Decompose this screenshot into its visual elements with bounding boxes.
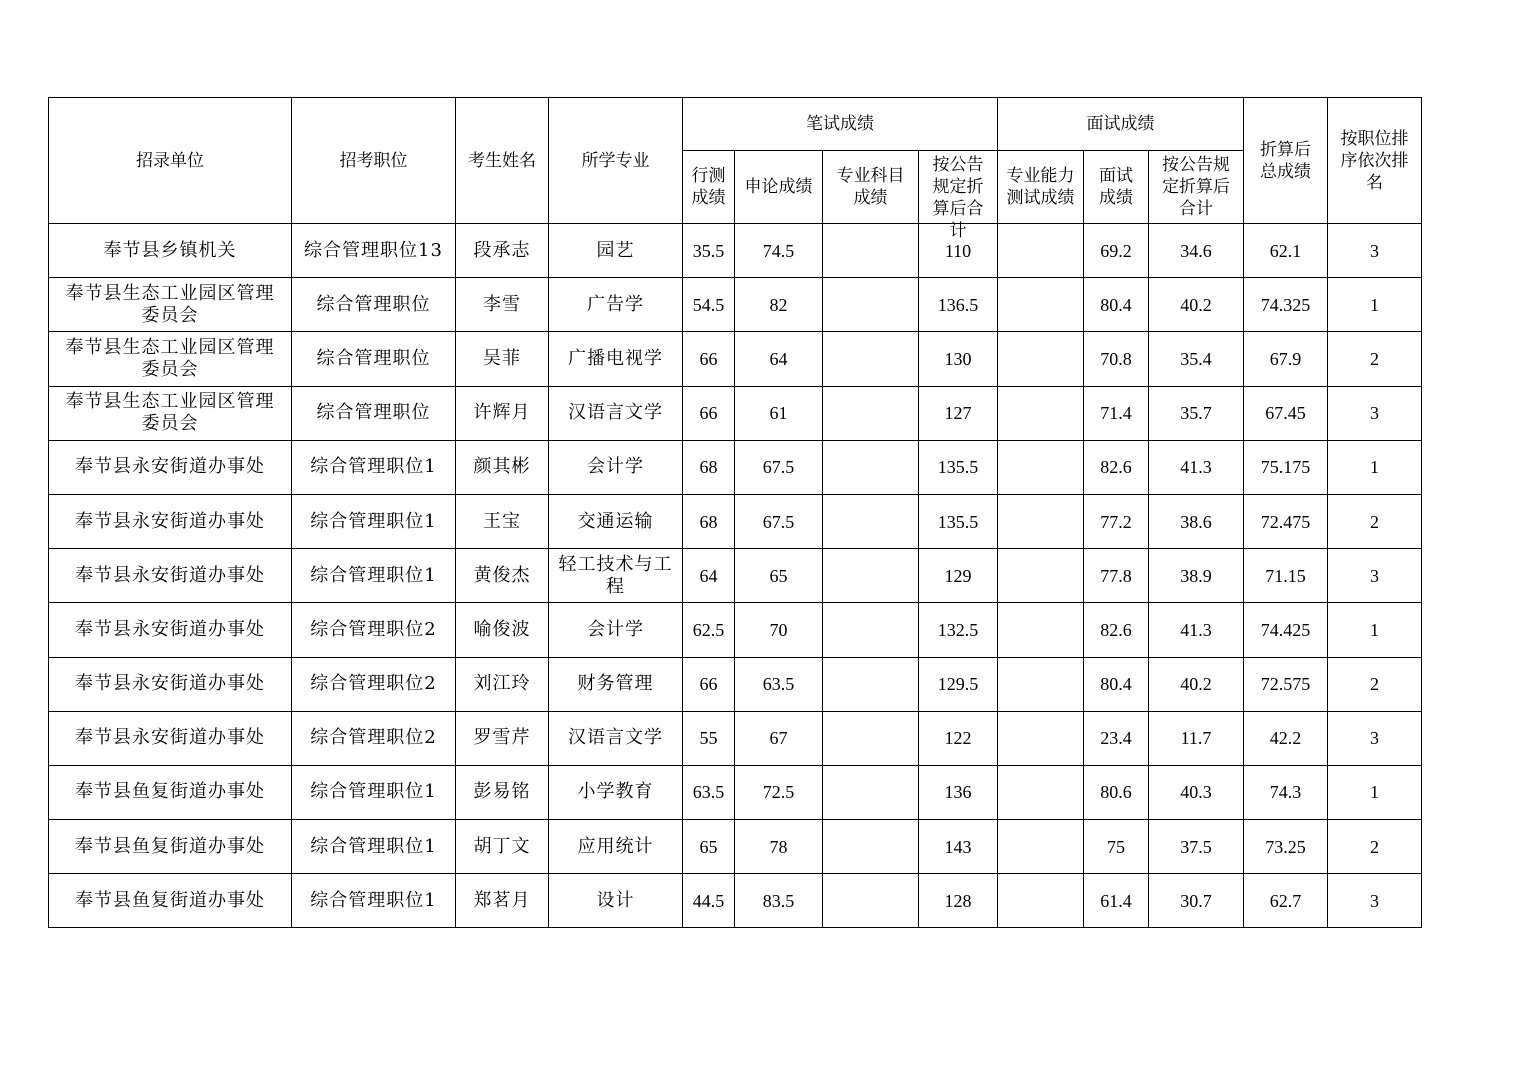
table-row xyxy=(49,711,1422,765)
professional-cell xyxy=(823,820,919,874)
header-xingce: 行测成绩 xyxy=(683,151,735,224)
interview-cell: 71.4 xyxy=(1084,386,1149,440)
total-cell: 74.425 xyxy=(1244,603,1328,657)
shenlun-cell: 70 xyxy=(735,603,823,657)
professional-cell xyxy=(823,440,919,494)
written-total-cell: 130 xyxy=(919,332,998,386)
interview-cell: 80.4 xyxy=(1084,278,1149,332)
ability-cell xyxy=(998,332,1084,386)
interview-total-cell: 40.2 xyxy=(1149,278,1244,332)
interview-total-cell: 34.6 xyxy=(1149,224,1244,278)
ability-cell xyxy=(998,603,1084,657)
position-cell: 综合管理职位2 xyxy=(292,711,456,765)
unit-cell: 奉节县永安街道办事处 xyxy=(49,711,292,765)
rank-cell: 1 xyxy=(1328,765,1422,819)
total-cell: 73.25 xyxy=(1244,820,1328,874)
table-row xyxy=(49,224,1422,278)
interview-total-cell: 38.9 xyxy=(1149,549,1244,603)
written-total-cell: 132.5 xyxy=(919,603,998,657)
unit-cell: 奉节县鱼复街道办事处 xyxy=(49,765,292,819)
name-cell: 段承志 xyxy=(456,224,549,278)
name-cell: 郑茗月 xyxy=(456,874,549,928)
header-name: 考生姓名 xyxy=(456,98,549,224)
major-cell: 广告学 xyxy=(549,278,683,332)
interview-cell: 80.6 xyxy=(1084,765,1149,819)
position-cell: 综合管理职位1 xyxy=(292,549,456,603)
unit-cell: 奉节县永安街道办事处 xyxy=(49,440,292,494)
interview-cell: 77.8 xyxy=(1084,549,1149,603)
ability-cell xyxy=(998,278,1084,332)
position-cell: 综合管理职位 xyxy=(292,386,456,440)
written-total-cell: 135.5 xyxy=(919,494,998,548)
rank-cell: 2 xyxy=(1328,332,1422,386)
interview-cell: 82.6 xyxy=(1084,440,1149,494)
unit-cell: 奉节县乡镇机关 xyxy=(49,224,292,278)
written-total-cell: 129 xyxy=(919,549,998,603)
interview-total-cell: 40.2 xyxy=(1149,657,1244,711)
interview-cell: 80.4 xyxy=(1084,657,1149,711)
header-ability-test: 专业能力测试成绩 xyxy=(998,151,1084,224)
table-body xyxy=(49,224,1422,928)
total-cell: 74.3 xyxy=(1244,765,1328,819)
xingce-cell: 63.5 xyxy=(683,765,735,819)
written-total-cell: 122 xyxy=(919,711,998,765)
position-cell: 综合管理职位1 xyxy=(292,494,456,548)
header-total: 折算后总成绩 xyxy=(1244,98,1328,224)
professional-cell xyxy=(823,494,919,548)
rank-cell: 3 xyxy=(1328,549,1422,603)
rank-cell: 3 xyxy=(1328,874,1422,928)
total-cell: 42.2 xyxy=(1244,711,1328,765)
position-cell: 综合管理职位 xyxy=(292,278,456,332)
ability-cell xyxy=(998,386,1084,440)
interview-total-cell: 30.7 xyxy=(1149,874,1244,928)
table-row xyxy=(49,494,1422,548)
name-cell: 吴菲 xyxy=(456,332,549,386)
interview-total-cell: 40.3 xyxy=(1149,765,1244,819)
professional-cell xyxy=(823,386,919,440)
major-cell: 汉语言文学 xyxy=(549,386,683,440)
name-cell: 颜其彬 xyxy=(456,440,549,494)
shenlun-cell: 83.5 xyxy=(735,874,823,928)
table-header xyxy=(49,98,1422,241)
shenlun-cell: 61 xyxy=(735,386,823,440)
shenlun-cell: 78 xyxy=(735,820,823,874)
professional-cell xyxy=(823,549,919,603)
table-row xyxy=(49,278,1422,332)
major-cell: 设计 xyxy=(549,874,683,928)
unit-cell: 奉节县永安街道办事处 xyxy=(49,603,292,657)
total-cell: 62.7 xyxy=(1244,874,1328,928)
total-cell: 62.1 xyxy=(1244,224,1328,278)
position-cell: 综合管理职位1 xyxy=(292,820,456,874)
rank-cell: 3 xyxy=(1328,386,1422,440)
shenlun-cell: 72.5 xyxy=(735,765,823,819)
xingce-cell: 68 xyxy=(683,440,735,494)
ability-cell xyxy=(998,765,1084,819)
table-row xyxy=(49,549,1422,603)
table-row xyxy=(49,603,1422,657)
header-written-group: 笔试成绩 xyxy=(683,98,998,151)
written-total-cell: 110 xyxy=(919,224,998,278)
table-row xyxy=(49,657,1422,711)
interview-cell: 75 xyxy=(1084,820,1149,874)
xingce-cell: 66 xyxy=(683,386,735,440)
unit-cell: 奉节县永安街道办事处 xyxy=(49,657,292,711)
interview-cell: 61.4 xyxy=(1084,874,1149,928)
written-total-cell: 128 xyxy=(919,874,998,928)
xingce-cell: 66 xyxy=(683,332,735,386)
total-cell: 72.575 xyxy=(1244,657,1328,711)
interview-cell: 23.4 xyxy=(1084,711,1149,765)
name-cell: 王宝 xyxy=(456,494,549,548)
xingce-cell: 64 xyxy=(683,549,735,603)
shenlun-cell: 74.5 xyxy=(735,224,823,278)
table-row xyxy=(49,820,1422,874)
shenlun-cell: 67.5 xyxy=(735,494,823,548)
interview-total-cell: 41.3 xyxy=(1149,440,1244,494)
major-cell: 广播电视学 xyxy=(549,332,683,386)
written-total-cell: 127 xyxy=(919,386,998,440)
shenlun-cell: 63.5 xyxy=(735,657,823,711)
major-cell: 小学教育 xyxy=(549,765,683,819)
total-cell: 72.475 xyxy=(1244,494,1328,548)
rank-cell: 3 xyxy=(1328,711,1422,765)
rank-cell: 3 xyxy=(1328,224,1422,278)
unit-cell: 奉节县鱼复街道办事处 xyxy=(49,874,292,928)
table-row xyxy=(49,765,1422,819)
table-row xyxy=(49,440,1422,494)
major-cell: 汉语言文学 xyxy=(549,711,683,765)
header-professional: 专业科目成绩 xyxy=(823,151,919,224)
unit-cell: 奉节县生态工业园区管理委员会 xyxy=(49,278,292,332)
interview-total-cell: 38.6 xyxy=(1149,494,1244,548)
interview-cell: 77.2 xyxy=(1084,494,1149,548)
total-cell: 67.45 xyxy=(1244,386,1328,440)
ability-cell xyxy=(998,494,1084,548)
shenlun-cell: 82 xyxy=(735,278,823,332)
xingce-cell: 55 xyxy=(683,711,735,765)
shenlun-cell: 64 xyxy=(735,332,823,386)
ability-cell xyxy=(998,440,1084,494)
major-cell: 园艺 xyxy=(549,224,683,278)
rank-cell: 2 xyxy=(1328,657,1422,711)
interview-cell: 70.8 xyxy=(1084,332,1149,386)
interview-total-cell: 11.7 xyxy=(1149,711,1244,765)
ability-cell xyxy=(998,549,1084,603)
major-cell: 会计学 xyxy=(549,440,683,494)
unit-cell: 奉节县生态工业园区管理委员会 xyxy=(49,332,292,386)
table-row xyxy=(49,332,1422,386)
position-cell: 综合管理职位1 xyxy=(292,874,456,928)
name-cell: 彭易铭 xyxy=(456,765,549,819)
unit-cell: 奉节县鱼复街道办事处 xyxy=(49,820,292,874)
header-position: 招考职位 xyxy=(292,98,456,224)
xingce-cell: 66 xyxy=(683,657,735,711)
ability-cell xyxy=(998,874,1084,928)
table-row xyxy=(49,874,1422,928)
xingce-cell: 65 xyxy=(683,820,735,874)
ability-cell xyxy=(998,711,1084,765)
name-cell: 刘江玲 xyxy=(456,657,549,711)
unit-cell: 奉节县永安街道办事处 xyxy=(49,549,292,603)
name-cell: 许辉月 xyxy=(456,386,549,440)
professional-cell xyxy=(823,278,919,332)
written-total-cell: 129.5 xyxy=(919,657,998,711)
unit-cell: 奉节县永安街道办事处 xyxy=(49,494,292,548)
major-cell: 轻工技术与工程 xyxy=(549,549,683,603)
position-cell: 综合管理职位1 xyxy=(292,440,456,494)
header-written-converted: 按公告规定折算后合计 xyxy=(919,151,998,224)
total-cell: 71.15 xyxy=(1244,549,1328,603)
interview-cell: 69.2 xyxy=(1084,224,1149,278)
name-cell: 李雪 xyxy=(456,278,549,332)
professional-cell xyxy=(823,332,919,386)
position-cell: 综合管理职位2 xyxy=(292,657,456,711)
xingce-cell: 68 xyxy=(683,494,735,548)
written-total-cell: 136 xyxy=(919,765,998,819)
header-unit: 招录单位 xyxy=(49,98,292,224)
rank-cell: 1 xyxy=(1328,603,1422,657)
ability-cell xyxy=(998,820,1084,874)
table-row xyxy=(49,386,1422,440)
written-total-cell: 143 xyxy=(919,820,998,874)
professional-cell xyxy=(823,603,919,657)
position-cell: 综合管理职位 xyxy=(292,332,456,386)
interview-total-cell: 35.7 xyxy=(1149,386,1244,440)
professional-cell xyxy=(823,224,919,278)
major-cell: 应用统计 xyxy=(549,820,683,874)
xingce-cell: 54.5 xyxy=(683,278,735,332)
major-cell: 财务管理 xyxy=(549,657,683,711)
name-cell: 黄俊杰 xyxy=(456,549,549,603)
interview-total-cell: 35.4 xyxy=(1149,332,1244,386)
name-cell: 喻俊波 xyxy=(456,603,549,657)
total-cell: 74.325 xyxy=(1244,278,1328,332)
header-interview-converted: 按公告规定折算后合计 xyxy=(1149,151,1244,224)
professional-cell xyxy=(823,657,919,711)
header-shenlun: 申论成绩 xyxy=(735,151,823,224)
ability-cell xyxy=(998,657,1084,711)
rank-cell: 1 xyxy=(1328,440,1422,494)
header-rank: 按职位排序依次排名 xyxy=(1328,98,1422,224)
interview-cell: 82.6 xyxy=(1084,603,1149,657)
professional-cell xyxy=(823,874,919,928)
xingce-cell: 44.5 xyxy=(683,874,735,928)
rank-cell: 2 xyxy=(1328,820,1422,874)
score-table xyxy=(48,97,1422,928)
ability-cell xyxy=(998,224,1084,278)
major-cell: 交通运输 xyxy=(549,494,683,548)
shenlun-cell: 65 xyxy=(735,549,823,603)
unit-cell: 奉节县生态工业园区管理委员会 xyxy=(49,386,292,440)
position-cell: 综合管理职位2 xyxy=(292,603,456,657)
professional-cell xyxy=(823,711,919,765)
written-total-cell: 136.5 xyxy=(919,278,998,332)
shenlun-cell: 67 xyxy=(735,711,823,765)
position-cell: 综合管理职位1 xyxy=(292,765,456,819)
header-interview: 面试成绩 xyxy=(1084,151,1149,224)
position-cell: 综合管理职位13 xyxy=(292,224,456,278)
professional-cell xyxy=(823,765,919,819)
interview-total-cell: 37.5 xyxy=(1149,820,1244,874)
header-major: 所学专业 xyxy=(549,98,683,224)
total-cell: 67.9 xyxy=(1244,332,1328,386)
written-total-cell: 135.5 xyxy=(919,440,998,494)
interview-total-cell: 41.3 xyxy=(1149,603,1244,657)
rank-cell: 1 xyxy=(1328,278,1422,332)
major-cell: 会计学 xyxy=(549,603,683,657)
name-cell: 胡丁文 xyxy=(456,820,549,874)
header-interview-group: 面试成绩 xyxy=(998,98,1244,151)
rank-cell: 2 xyxy=(1328,494,1422,548)
xingce-cell: 62.5 xyxy=(683,603,735,657)
total-cell: 75.175 xyxy=(1244,440,1328,494)
xingce-cell: 35.5 xyxy=(683,224,735,278)
name-cell: 罗雪芹 xyxy=(456,711,549,765)
shenlun-cell: 67.5 xyxy=(735,440,823,494)
